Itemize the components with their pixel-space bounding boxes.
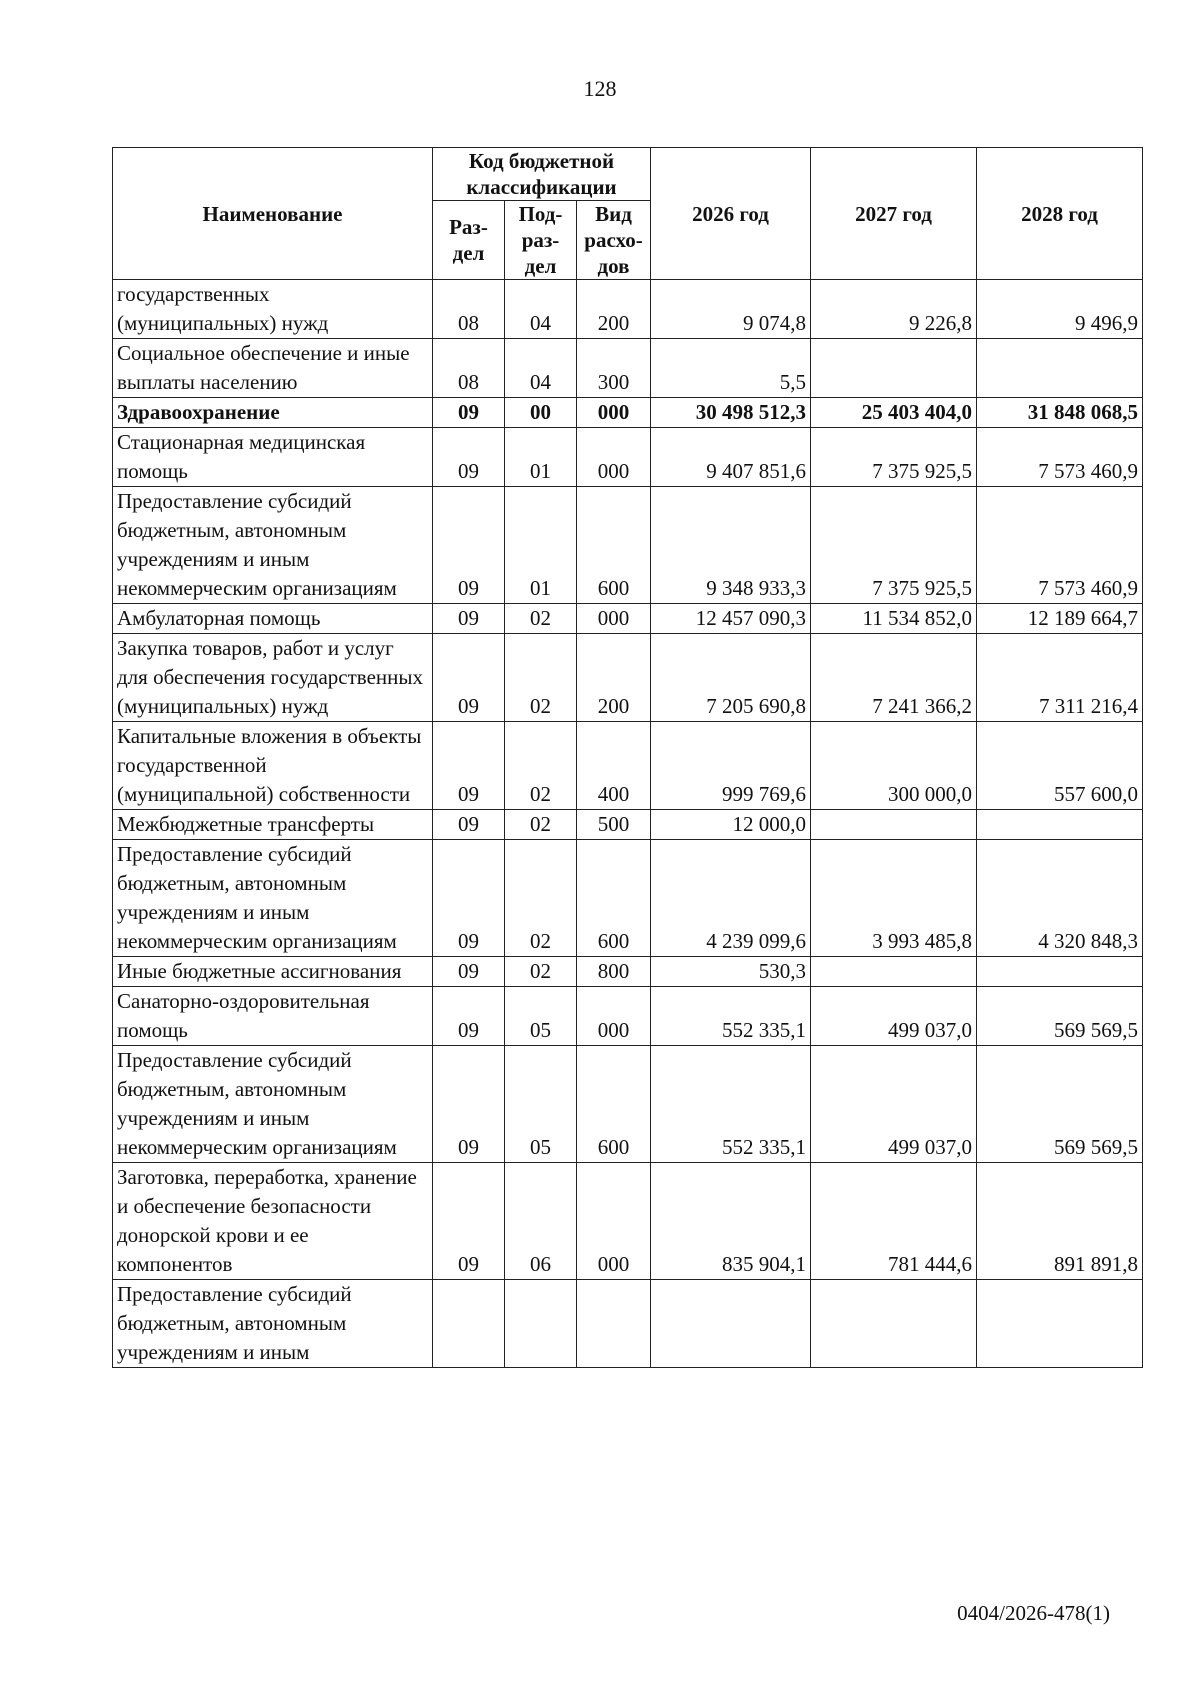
header-2027: 2027 год: [811, 148, 977, 280]
row-razdel: 09: [433, 1046, 505, 1163]
row-value-2028: [977, 339, 1143, 398]
row-podrazdel: 02: [505, 810, 577, 840]
row-value-2026: 7 205 690,8: [651, 634, 811, 722]
row-razdel: 09: [433, 634, 505, 722]
table-row: [113, 1163, 1143, 1280]
row-vid: 400: [577, 722, 651, 810]
row-podrazdel: 01: [505, 428, 577, 487]
table-row: [113, 1046, 1143, 1163]
row-name: государственных (муниципальных) нужд: [113, 280, 433, 339]
row-razdel: 09: [433, 398, 505, 428]
row-value-2026: [651, 1280, 811, 1368]
page-number: 128: [583, 76, 617, 101]
row-vid: 000: [577, 1163, 651, 1280]
row-value-2028: 891 891,8: [977, 1163, 1143, 1280]
row-value-2027: 499 037,0: [811, 987, 977, 1046]
header-vid: Вид расхо-дов: [577, 201, 651, 280]
row-value-2027: 7 241 366,2: [811, 634, 977, 722]
row-razdel: 09: [433, 428, 505, 487]
row-value-2028: 7 311 216,4: [977, 634, 1143, 722]
row-value-2026: 552 335,1: [651, 1046, 811, 1163]
table-row: [113, 957, 1143, 987]
document-code: 0404/2026-478(1): [957, 1601, 1110, 1625]
row-value-2028: 4 320 848,3: [977, 840, 1143, 957]
table-row: [113, 428, 1143, 487]
row-vid: 200: [577, 634, 651, 722]
row-value-2026: 835 904,1: [651, 1163, 811, 1280]
row-value-2028: [977, 1280, 1143, 1368]
table-row: [113, 280, 1143, 339]
row-name: Закупка товаров, работ и услуг для обеспечения государственных (муниципальных) нужд: [113, 634, 433, 722]
row-podrazdel: 04: [505, 280, 577, 339]
row-value-2026: 12 457 090,3: [651, 604, 811, 634]
row-value-2027: 7 375 925,5: [811, 487, 977, 604]
budget-table: [112, 147, 1143, 1368]
row-value-2026: 9 074,8: [651, 280, 811, 339]
row-vid: 200: [577, 280, 651, 339]
row-razdel: [433, 1280, 505, 1368]
row-vid: 800: [577, 957, 651, 987]
row-podrazdel: 02: [505, 957, 577, 987]
row-value-2028: [977, 957, 1143, 987]
row-value-2026: 999 769,6: [651, 722, 811, 810]
row-podrazdel: 05: [505, 1046, 577, 1163]
row-vid: 000: [577, 398, 651, 428]
row-value-2027: 300 000,0: [811, 722, 977, 810]
header-podrazdel: Под-раз-дел: [505, 201, 577, 280]
row-name: Заготовка, переработка, хранение и обеспечение безопасности донорской крови и ее компонентов: [113, 1163, 433, 1280]
header-code-group: Код бюджетной классификации: [433, 148, 651, 201]
row-value-2028: 557 600,0: [977, 722, 1143, 810]
row-name: Социальное обеспечение и иные выплаты населению: [113, 339, 433, 398]
row-vid: 500: [577, 810, 651, 840]
row-value-2027: 11 534 852,0: [811, 604, 977, 634]
row-value-2026: 12 000,0: [651, 810, 811, 840]
row-name: Предоставление субсидий бюджетным, автономным учреждениям и иным некоммерческим организациям: [113, 1046, 433, 1163]
row-podrazdel: 01: [505, 487, 577, 604]
table-row: [113, 722, 1143, 810]
header-razdel: Раз-дел: [433, 201, 505, 280]
table-row: [113, 604, 1143, 634]
row-vid: 600: [577, 1046, 651, 1163]
row-vid: 000: [577, 987, 651, 1046]
row-value-2026: 552 335,1: [651, 987, 811, 1046]
row-podrazdel: 02: [505, 604, 577, 634]
row-value-2028: 7 573 460,9: [977, 487, 1143, 604]
row-razdel: 09: [433, 604, 505, 634]
row-podrazdel: [505, 1280, 577, 1368]
table-row: [113, 339, 1143, 398]
row-value-2026: 30 498 512,3: [651, 398, 811, 428]
row-razdel: 09: [433, 487, 505, 604]
row-value-2027: 9 226,8: [811, 280, 977, 339]
table-row: [113, 1280, 1143, 1368]
row-razdel: 09: [433, 957, 505, 987]
row-value-2028: [977, 810, 1143, 840]
row-name: Предоставление субсидий бюджетным, автономным учреждениям и иным некоммерческим организациям: [113, 487, 433, 604]
row-name: Санаторно-оздоровительная помощь: [113, 987, 433, 1046]
row-name: Иные бюджетные ассигнования: [113, 957, 433, 987]
row-podrazdel: 06: [505, 1163, 577, 1280]
row-vid: 600: [577, 487, 651, 604]
row-value-2026: 9 407 851,6: [651, 428, 811, 487]
row-value-2027: 499 037,0: [811, 1046, 977, 1163]
row-name: Стационарная медицинская помощь: [113, 428, 433, 487]
header-name: Наименование: [113, 148, 433, 280]
row-razdel: 09: [433, 840, 505, 957]
row-value-2028: 12 189 664,7: [977, 604, 1143, 634]
row-vid: 000: [577, 428, 651, 487]
table-row: [113, 487, 1143, 604]
row-value-2027: 25 403 404,0: [811, 398, 977, 428]
row-value-2027: 7 375 925,5: [811, 428, 977, 487]
header-2026: 2026 год: [651, 148, 811, 280]
row-razdel: 09: [433, 987, 505, 1046]
row-value-2028: 569 569,5: [977, 1046, 1143, 1163]
table-row: [113, 840, 1143, 957]
row-value-2028: 9 496,9: [977, 280, 1143, 339]
row-podrazdel: 00: [505, 398, 577, 428]
table-row: [113, 987, 1143, 1046]
header-2028: 2028 год: [977, 148, 1143, 280]
row-value-2028: 31 848 068,5: [977, 398, 1143, 428]
table-body: [113, 280, 1143, 1368]
row-razdel: 09: [433, 1163, 505, 1280]
row-value-2028: 7 573 460,9: [977, 428, 1143, 487]
row-vid: 600: [577, 840, 651, 957]
row-podrazdel: 02: [505, 634, 577, 722]
row-value-2027: [811, 339, 977, 398]
row-value-2027: 781 444,6: [811, 1163, 977, 1280]
row-name: Межбюджетные трансферты: [113, 810, 433, 840]
row-vid: 000: [577, 604, 651, 634]
row-name: Предоставление субсидий бюджетным, автономным учреждениям и иным некоммерческим организациям: [113, 840, 433, 957]
row-value-2027: [811, 957, 977, 987]
table-row: [113, 398, 1143, 428]
row-name: Здравоохранение: [113, 398, 433, 428]
row-value-2027: 3 993 485,8: [811, 840, 977, 957]
row-podrazdel: 02: [505, 722, 577, 810]
row-value-2026: 9 348 933,3: [651, 487, 811, 604]
row-value-2026: 530,3: [651, 957, 811, 987]
row-value-2027: [811, 1280, 977, 1368]
row-name: Предоставление субсидий бюджетным, автономным учреждениям и иным: [113, 1280, 433, 1368]
row-value-2028: 569 569,5: [977, 987, 1143, 1046]
row-podrazdel: 02: [505, 840, 577, 957]
row-razdel: 08: [433, 280, 505, 339]
row-vid: 300: [577, 339, 651, 398]
row-podrazdel: 04: [505, 339, 577, 398]
row-vid: [577, 1280, 651, 1368]
row-podrazdel: 05: [505, 987, 577, 1046]
row-value-2026: 4 239 099,6: [651, 840, 811, 957]
row-name: Капитальные вложения в объекты государственной (муниципальной) собственности: [113, 722, 433, 810]
row-razdel: 08: [433, 339, 505, 398]
table-row: [113, 634, 1143, 722]
row-value-2026: 5,5: [651, 339, 811, 398]
row-razdel: 09: [433, 722, 505, 810]
row-name: Амбулаторная помощь: [113, 604, 433, 634]
table-row: [113, 810, 1143, 840]
row-razdel: 09: [433, 810, 505, 840]
row-value-2027: [811, 810, 977, 840]
